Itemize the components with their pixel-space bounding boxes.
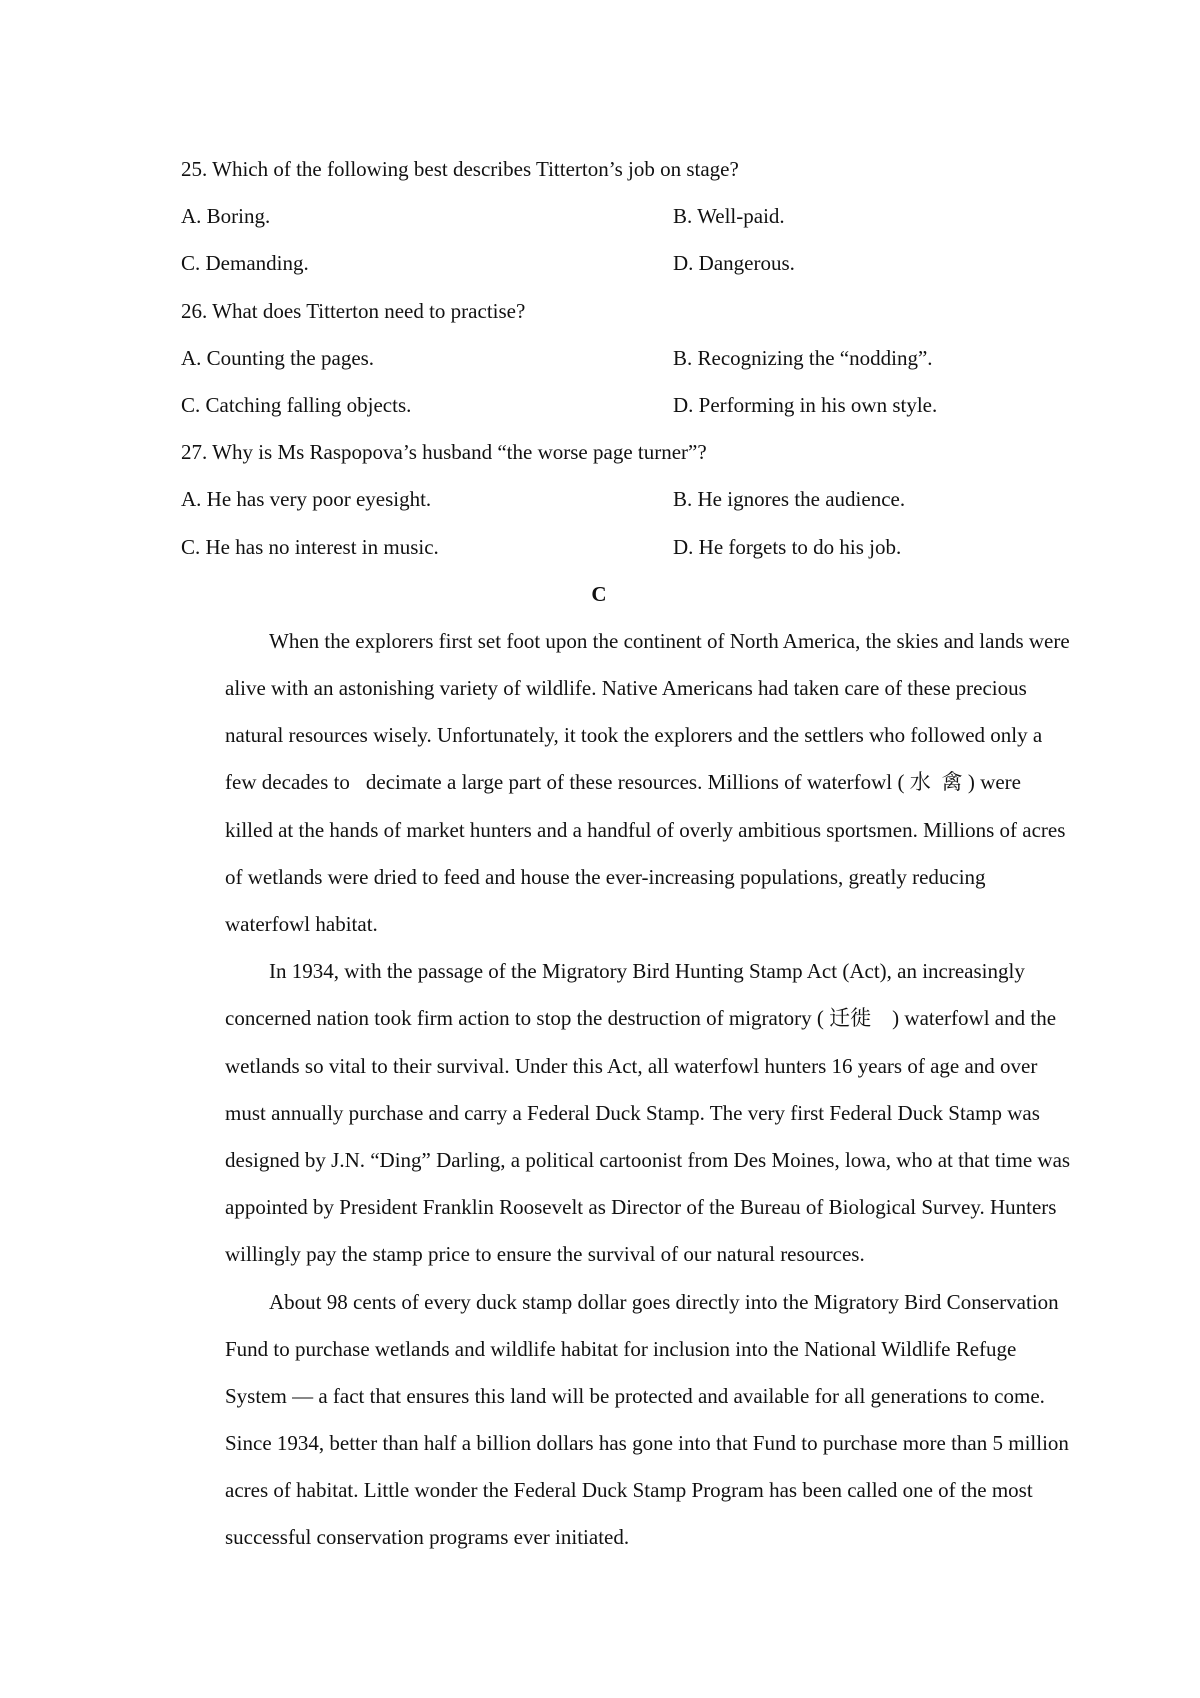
question-27-options-row-2 — [181, 524, 1021, 571]
question-25-options-row-2 — [181, 240, 1021, 287]
paragraph-line: System — a fact that ensures this land will be protected and available for all generations to come. — [225, 1383, 1045, 1408]
question-26-option-b: B. Recognizing the “nodding”. — [673, 345, 933, 370]
question-26-options-row-1 — [181, 335, 1021, 382]
section-heading: C — [591, 581, 607, 606]
question-27-option-b: B. He ignores the audience. — [673, 487, 906, 512]
question-25-option-b: B. Well-paid. — [673, 204, 785, 229]
paragraph-line: alive with an astonishing variety of wildlife. Native Americans had taken care of these precious — [225, 676, 1027, 701]
paragraph-line: natural resources wisely. Unfortunately, it took the explorers and the settlers who followed only a — [225, 723, 1043, 748]
paragraph-line: few decades to decimate a large part of these resources. Millions of waterfowl ( 水 禽 ) were — [225, 770, 1021, 795]
paragraph-line: successful conservation programs ever initiated. — [225, 1525, 630, 1550]
question-26-option-c: C. Catching falling objects. — [181, 392, 412, 417]
paragraph-line: wetlands so vital to their survival. Under this Act, all waterfowl hunters 16 years of age and over — [225, 1053, 1038, 1078]
question-26-options-row-2 — [181, 382, 1021, 429]
paragraph-line: designed by J.N. “Ding” Darling, a political cartoonist from Des Moines, lowa, who at that time was — [225, 1147, 1071, 1172]
question-26-option-a: A. Counting the pages. — [181, 345, 375, 370]
question-25-option-c: C. Demanding. — [181, 251, 309, 276]
question-27-options-row-1 — [181, 476, 1021, 523]
paragraph-line: must annually purchase and carry a Federal Duck Stamp. The very first Federal Duck Stamp was — [225, 1100, 1040, 1125]
question-25-option-a: A. Boring. — [181, 204, 271, 229]
question-26-option-d: D. Performing in his own style. — [673, 392, 938, 417]
paragraph-line: waterfowl habitat. — [225, 912, 378, 936]
question-25-stem: 25. Which of the following best describes Titterton’s job on stage? — [181, 157, 739, 181]
passage-paragraph-1 — [181, 618, 1070, 948]
paragraph-line: concerned nation took firm action to stop the destruction of migratory ( 迁徙 ) waterfowl and the — [225, 1006, 1057, 1031]
paragraph-line: Since 1934, better than half a billion dollars has gone into that Fund to purchase more than 5 million — [225, 1431, 1069, 1456]
question-27-option-a: A. He has very poor eyesight. — [181, 487, 432, 512]
paragraph-line: When the explorers first set foot upon the continent of North America, the skies and lands were — [269, 628, 1070, 653]
passage-paragraph-2 — [181, 948, 1071, 1278]
question-27-stem: 27. Why is Ms Raspopova’s husband “the worse page turner”? — [181, 440, 707, 465]
question-26-stem: 26. What does Titterton need to practise? — [181, 298, 526, 323]
question-25-option-d: D. Dangerous. — [673, 251, 795, 276]
question-27-option-c: C. He has no interest in music. — [181, 534, 439, 559]
exam-page — [181, 146, 1071, 1562]
question-27-option-d: D. He forgets to do his job. — [673, 534, 902, 559]
question-25-options-row-1 — [181, 193, 1021, 240]
paragraph-line: About 98 cents of every duck stamp dollar goes directly into the Migratory Bird Conservation — [269, 1289, 1059, 1314]
passage-paragraph-3 — [181, 1279, 1069, 1562]
paragraph-line: acres of habitat. Little wonder the Federal Duck Stamp Program has been called one of the most — [225, 1478, 1033, 1503]
paragraph-line: killed at the hands of market hunters and a handful of overly ambitious sportsmen. Millions of acres — [225, 817, 1066, 842]
paragraph-line: Fund to purchase wetlands and wildlife habitat for inclusion into the National Wildlife Refuge — [225, 1336, 1017, 1361]
paragraph-line: of wetlands were dried to feed and house the ever-increasing populations, greatly reducing — [225, 864, 986, 889]
paragraph-line: In 1934, with the passage of the Migratory Bird Hunting Stamp Act (Act), an increasingly — [269, 959, 1025, 984]
paragraph-line: willingly pay the stamp price to ensure the survival of our natural resources. — [225, 1242, 865, 1267]
paragraph-line: appointed by President Franklin Roosevelt as Director of the Bureau of Biological Survey. Hunters — [225, 1195, 1057, 1220]
